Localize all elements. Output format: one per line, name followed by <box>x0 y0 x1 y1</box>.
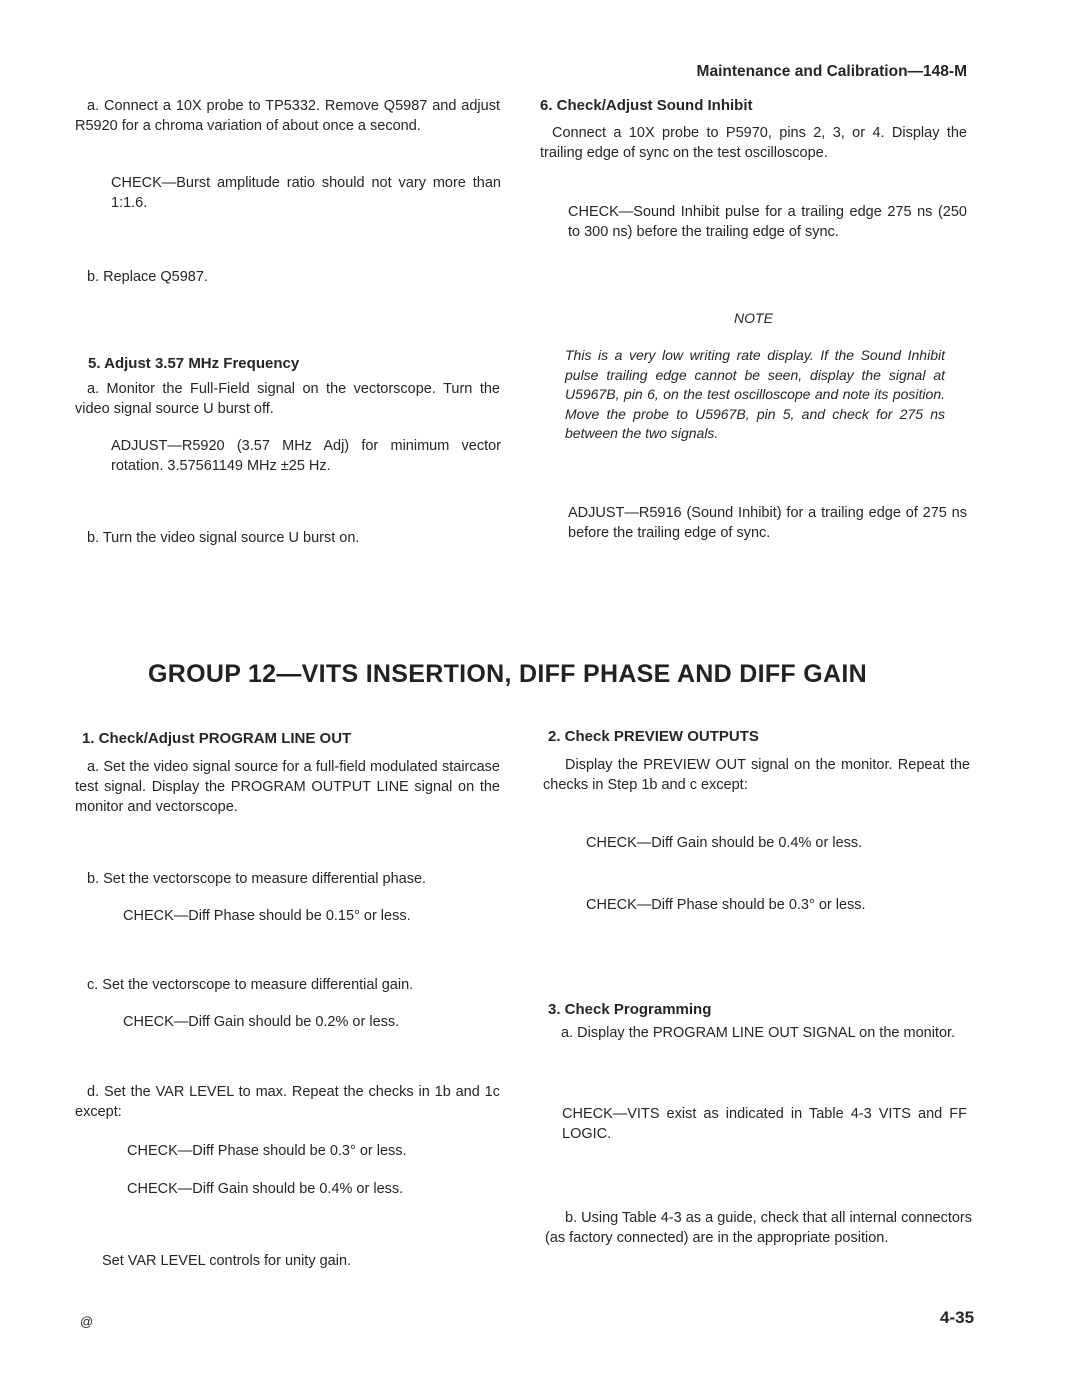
section-3-b: b. Using Table 4-3 as a guide, check that all internal connectors (as factory connected) are in the appropriate position. <box>545 1210 972 1246</box>
section-6-adjust: ADJUST—R5916 (Sound Inhibit) for a trailing edge of 275 ns before the trailing edge of sync. <box>568 505 967 541</box>
section-1-a: a. Set the video signal source for a full-field modulated staircase test signal. Display the PROGRAM OUTPUT LINE signal on the monitor and vectorscope. <box>75 759 500 815</box>
check-burst: CHECK—Burst amplitude ratio should not vary more than 1:1.6. <box>111 175 501 211</box>
section-5-adjust: ADJUST—R5920 (3.57 MHz Adj) for minimum vector rotation. 3.57561149 MHz ±25 Hz. <box>111 438 501 474</box>
section-3-heading: 3. Check Programming <box>548 1001 712 1018</box>
section-6-text: Connect a 10X probe to P5970, pins 2, 3, or 4. Display the trailing edge of sync on the test oscilloscope. <box>540 125 967 161</box>
section-5-heading: 5. Adjust 3.57 MHz Frequency <box>88 355 300 372</box>
section-5-b: b. Turn the video signal source U burst on. <box>87 530 360 546</box>
note-text: This is a very low writing rate display. If the Sound Inhibit pulse trailing edge cannot be seen, display the signal at U5967B, pin 6, on the test oscilloscope and note its position. Move the probe to U5967B, pin 5, and check for 275 ns between the two signals. <box>565 347 945 441</box>
page-number: 4-35 <box>940 1308 975 1327</box>
section-2-heading: 2. Check PREVIEW OUTPUTS <box>548 728 759 745</box>
section-1-c: c. Set the vectorscope to measure differential gain. <box>87 977 414 993</box>
section-1-heading: 1. Check/Adjust PROGRAM LINE OUT <box>82 730 352 747</box>
section-3-check: CHECK—VITS exist as indicated in Table 4-3 VITS and FF LOGIC. <box>562 1106 967 1142</box>
section-2-text: Display the PREVIEW OUT signal on the monitor. Repeat the checks in Step 1b and c except: <box>543 757 970 793</box>
section-1-b-check: CHECK—Diff Phase should be 0.15° or less. <box>123 908 411 924</box>
group-heading: GROUP 12—VITS INSERTION, DIFF PHASE AND DIFF GAIN <box>148 660 867 688</box>
section-1-final: Set VAR LEVEL controls for unity gain. <box>102 1253 352 1269</box>
section-1-d-check-gain: CHECK—Diff Gain should be 0.4% or less. <box>127 1181 404 1197</box>
step-a-text: a. Connect a 10X probe to TP5332. Remove Q5987 and adjust R5920 for a chroma variation of about once a second. <box>75 98 500 134</box>
section-1-d-check-phase: CHECK—Diff Phase should be 0.3° or less. <box>127 1143 407 1159</box>
section-3-a: a. Display the PROGRAM LINE OUT SIGNAL on the monitor. <box>561 1025 956 1041</box>
section-6-heading: 6. Check/Adjust Sound Inhibit <box>540 97 753 114</box>
section-1-c-check: CHECK—Diff Gain should be 0.2% or less. <box>123 1014 400 1030</box>
section-1-d: d. Set the VAR LEVEL to max. Repeat the checks in 1b and 1c except: <box>75 1084 500 1120</box>
note-title: NOTE <box>734 310 773 326</box>
running-header: Maintenance and Calibration—148-M <box>696 63 967 80</box>
footer-mark: @ <box>80 1314 94 1329</box>
section-1-b: b. Set the vectorscope to measure differential phase. <box>87 871 427 887</box>
section-2-check-phase: CHECK—Diff Phase should be 0.3° or less. <box>586 897 866 913</box>
section-6-check: CHECK—Sound Inhibit pulse for a trailing edge 275 ns (250 to 300 ns) before the trailing edge of sync. <box>568 204 967 240</box>
section-5-a: a. Monitor the Full-Field signal on the vectorscope. Turn the video signal source U burst off. <box>75 381 500 417</box>
step-b-text: b. Replace Q5987. <box>87 269 208 285</box>
section-2-check-gain: CHECK—Diff Gain should be 0.4% or less. <box>586 835 863 851</box>
